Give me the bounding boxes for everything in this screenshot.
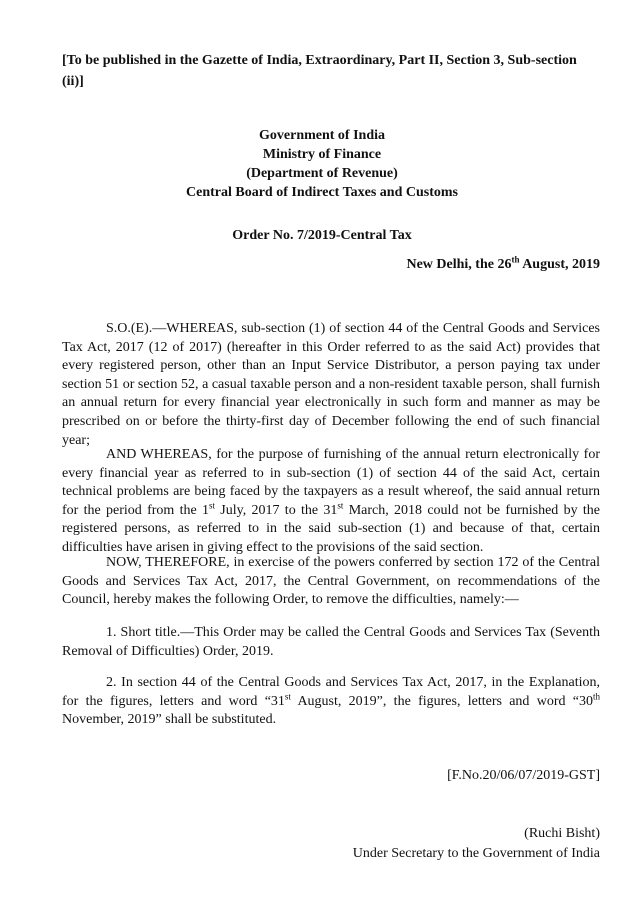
heading-board: Central Board of Indirect Taxes and Customs bbox=[186, 185, 458, 200]
heading-department: (Department of Revenue) bbox=[246, 166, 398, 181]
para5-part2: August, 2019”, the figures, letters and word “30 bbox=[290, 693, 593, 709]
para5-part1: 2. In section 44 of the Central Goods and Services Tax Act, 2017, in the Explanation, for the figures, letters and word “31 bbox=[62, 675, 600, 709]
para2-part2: July, 2017 to the 31 bbox=[215, 502, 338, 518]
dateline bbox=[406, 254, 600, 273]
para2-sup1: st bbox=[208, 500, 215, 511]
gazette-note: [To be published in the Gazette of India, Extraordinary, Part II, Section 3, Sub-section (ii)] bbox=[62, 53, 577, 89]
para2-part1: AND WHEREAS, for the purpose of furnishing of the annual return electronically for every financial year as referred to in sub-section (1) of section 44 of the said Act, certain technical problems are being faced by the taxpayers as a result whereof, the said annual return for the period from the 1 bbox=[62, 447, 600, 518]
para2-sup2: st bbox=[337, 500, 344, 511]
paragraph-short-title: 1. Short title.—This Order may be called the Central Goods and Services Tax (Seventh Removal of Difficulties) Order, 2019. bbox=[62, 625, 600, 659]
paragraph-now-therefore: NOW, THEREFORE, in exercise of the powers conferred by section 172 of the Central Goods and Services Tax Act, 2017, the Central Government, on recommendations of the Council, hereby makes the following Order, to remove the difficulties, namely:— bbox=[62, 555, 600, 608]
signatory-title: Under Secretary to the Government of India bbox=[352, 846, 600, 861]
signatory-name: (Ruchi Bisht) bbox=[524, 826, 600, 841]
issuing-authority-heading bbox=[0, 126, 644, 202]
para5-sup2: th bbox=[592, 690, 600, 701]
heading-ministry: Ministry of Finance bbox=[262, 147, 382, 162]
heading-government: Government of India bbox=[259, 128, 385, 143]
paragraph-and-whereas bbox=[62, 446, 600, 558]
order-number: Order No. 7/2019-Central Tax bbox=[232, 228, 412, 243]
file-number: [F.No.20/06/07/2019-GST] bbox=[447, 768, 600, 783]
para5-sup1: st bbox=[284, 690, 291, 701]
para2-part3: March, 2018 could not be furnished by the registered persons, as referred to in the said sub-section (1) and because of that, certain difficulties have arisen in giving effect to the provisions of the said section. bbox=[62, 502, 601, 555]
dateline-sup: th bbox=[511, 254, 520, 265]
paragraph-amendment bbox=[62, 674, 600, 730]
dateline-suffix: August, 2019 bbox=[519, 257, 600, 272]
paragraph-whereas: S.O.(E).—WHEREAS, sub-section (1) of section 44 of the Central Goods and Services Tax Act, 2017 (12 of 2017) (hereafter in this Order referred to as the said Act) provides that every registered person, other than an Input Service Distributor, a person paying tax under section 51 or section 52, a casual taxable person and a non-resident taxable person, shall furnish an annual return for every financial year electronically in such form and manner as may be prescribed on or before the thirty-first day of December following the end of such financial year; bbox=[62, 321, 600, 448]
para5-part3: November, 2019” shall be substituted. bbox=[62, 712, 277, 728]
dateline-prefix: New Delhi, the 26 bbox=[406, 257, 512, 272]
